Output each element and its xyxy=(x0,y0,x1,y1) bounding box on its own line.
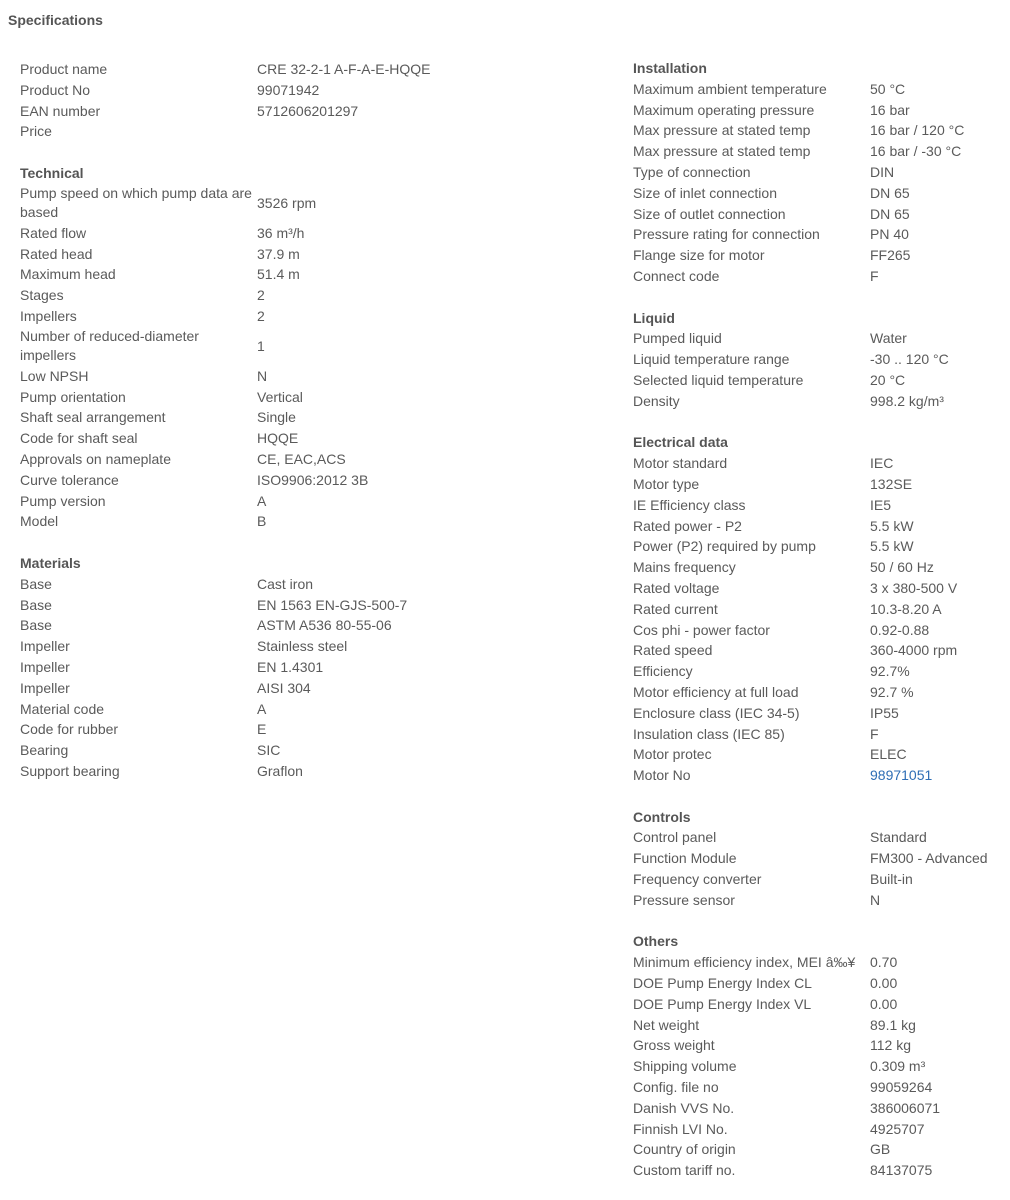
technical-table xyxy=(20,184,460,532)
materials-table xyxy=(20,574,460,782)
spec-value: 0.00 xyxy=(870,995,898,1012)
table-row xyxy=(20,387,460,408)
spec-label: Frequency converter xyxy=(633,871,762,888)
spec-label: Impeller xyxy=(20,658,70,675)
spec-label: Custom tariff no. xyxy=(633,1162,736,1179)
spec-label: Base xyxy=(20,575,52,592)
spec-label: Shipping volume xyxy=(633,1058,737,1075)
spec-value: 92.7% xyxy=(870,663,910,680)
spec-label: Motor type xyxy=(633,475,700,492)
table-row xyxy=(20,80,460,101)
spec-value: F xyxy=(870,267,879,284)
spec-value: Graflon xyxy=(257,762,303,779)
table-row xyxy=(20,366,460,387)
table-row xyxy=(633,620,1005,641)
spec-value: 16 bar / 120 °C xyxy=(870,122,965,139)
spec-value: EN 1.4301 xyxy=(257,658,324,675)
spec-label: Type of connection xyxy=(633,163,751,180)
table-row xyxy=(633,1160,1005,1181)
spec-label: Danish VVS No. xyxy=(633,1099,735,1116)
spec-label: Rated flow xyxy=(20,224,87,241)
spec-value: IE5 xyxy=(870,496,892,513)
spec-label: Pump speed on which pump data are based xyxy=(20,184,252,221)
table-row xyxy=(20,59,460,80)
table-row xyxy=(633,328,1005,349)
spec-label: Material code xyxy=(20,700,105,717)
spec-label: Motor No xyxy=(633,767,691,784)
spec-value: Water xyxy=(870,330,907,347)
table-row xyxy=(633,79,1005,100)
table-row xyxy=(633,453,1005,474)
table-row xyxy=(20,470,460,491)
spec-label: Motor protec xyxy=(633,746,712,763)
spec-value: 386006071 xyxy=(870,1099,941,1116)
spec-label: DOE Pump Energy Index CL xyxy=(633,975,812,992)
spec-label: EAN number xyxy=(20,102,101,119)
liquid-table xyxy=(633,328,1005,411)
spec-label: Price xyxy=(20,123,52,140)
table-row xyxy=(633,1119,1005,1140)
spec-label: Low NPSH xyxy=(20,367,89,384)
table-row xyxy=(633,141,1005,162)
spec-value: 0.309 m³ xyxy=(870,1058,926,1075)
table-row xyxy=(633,682,1005,703)
spec-value: DN 65 xyxy=(870,184,910,201)
table-row xyxy=(20,285,460,306)
spec-value: 5.5 kW xyxy=(870,517,914,534)
table-row xyxy=(633,349,1005,370)
technical-section xyxy=(20,163,460,532)
spec-value: A xyxy=(257,492,267,509)
spec-value: 0.00 xyxy=(870,975,898,992)
table-row xyxy=(633,474,1005,495)
spec-label: Pump orientation xyxy=(20,388,126,405)
table-row xyxy=(633,391,1005,412)
spec-label: Efficiency xyxy=(633,663,693,680)
section-title-liquid: Liquid xyxy=(633,309,675,326)
spec-label: Max pressure at stated temp xyxy=(633,122,811,139)
spec-value: A xyxy=(257,700,267,717)
table-row xyxy=(633,495,1005,516)
spec-value: 89.1 kg xyxy=(870,1016,916,1033)
table-row xyxy=(20,449,460,470)
spec-label: Rated power - P2 xyxy=(633,517,742,534)
table-row xyxy=(633,1077,1005,1098)
spec-value: 112 kg xyxy=(870,1037,911,1054)
spec-value: Built-in xyxy=(870,871,913,888)
table-row xyxy=(633,1056,1005,1077)
spec-label: Liquid temperature range xyxy=(633,351,790,368)
spec-value: B xyxy=(257,513,267,530)
spec-value: ELEC xyxy=(870,746,907,763)
spec-value: SIC xyxy=(257,742,281,759)
spec-label: Rated speed xyxy=(633,642,713,659)
table-row xyxy=(633,1035,1005,1056)
spec-label: Code for rubber xyxy=(20,721,119,738)
spec-value: Standard xyxy=(870,829,927,846)
table-row xyxy=(20,101,460,122)
spec-label: Size of inlet connection xyxy=(633,184,777,201)
spec-label: Product No xyxy=(20,81,91,98)
section-title-others: Others xyxy=(633,933,679,950)
spec-label: Maximum ambient temperature xyxy=(633,80,827,97)
spec-label: Impeller xyxy=(20,679,70,696)
table-row xyxy=(20,657,460,678)
table-row xyxy=(633,266,1005,287)
installation-section xyxy=(633,58,1005,287)
spec-label: Function Module xyxy=(633,850,737,867)
spec-label: Code for shaft seal xyxy=(20,430,138,447)
spec-value: 0.92-0.88 xyxy=(870,621,930,638)
spec-label: Impeller xyxy=(20,638,70,655)
spec-value: CRE 32-2-1 A-F-A-E-HQQE xyxy=(257,61,431,77)
table-row xyxy=(20,327,460,366)
spec-label: Connect code xyxy=(633,267,720,284)
table-row xyxy=(633,703,1005,724)
table-row xyxy=(20,761,460,782)
table-row xyxy=(633,370,1005,391)
table-row xyxy=(633,120,1005,141)
spec-label: Maximum head xyxy=(20,266,116,283)
spec-label: IE Efficiency class xyxy=(633,496,746,513)
spec-value: 16 bar xyxy=(870,101,910,118)
spec-label: Cos phi - power factor xyxy=(633,621,770,638)
table-row xyxy=(633,973,1005,994)
spec-label: Net weight xyxy=(633,1016,700,1033)
spec-value xyxy=(257,121,460,142)
table-row xyxy=(633,516,1005,537)
spec-value: 0.70 xyxy=(870,954,898,971)
table-row xyxy=(20,264,460,285)
spec-label: Shaft seal arrangement xyxy=(20,409,166,426)
table-row xyxy=(633,1139,1005,1160)
table-row xyxy=(633,765,1005,786)
table-row xyxy=(633,1098,1005,1119)
spec-label: Maximum operating pressure xyxy=(633,101,815,118)
spec-value: AISI 304 xyxy=(257,679,311,696)
table-row xyxy=(20,306,460,327)
table-row xyxy=(633,744,1005,765)
spec-label: Pressure rating for connection xyxy=(633,226,820,243)
others-table xyxy=(633,952,1005,1181)
table-row xyxy=(20,615,460,636)
spec-value: 37.9 m xyxy=(257,245,300,262)
spec-label: Minimum efficiency index, MEI â‰¥ xyxy=(633,954,856,971)
spec-value: 5.5 kW xyxy=(870,538,914,555)
spec-label: Size of outlet connection xyxy=(633,205,786,222)
table-row xyxy=(633,952,1005,973)
spec-value: 998.2 kg/m³ xyxy=(870,392,944,409)
spec-value: 51.4 m xyxy=(257,266,300,283)
table-row xyxy=(633,245,1005,266)
spec-label: Config. file no xyxy=(633,1079,719,1096)
table-row xyxy=(633,994,1005,1015)
table-row xyxy=(633,100,1005,121)
spec-label: Max pressure at stated temp xyxy=(633,143,811,160)
spec-label: Rated head xyxy=(20,245,93,262)
spec-label: Model xyxy=(20,513,59,530)
section-title-materials: Materials xyxy=(20,554,81,571)
spec-value: 84137075 xyxy=(870,1162,933,1179)
spec-label: Selected liquid temperature xyxy=(633,371,804,388)
table-row xyxy=(20,184,460,223)
spec-value: N xyxy=(870,891,881,908)
spec-value: DN 65 xyxy=(870,205,910,222)
spec-label: Support bearing xyxy=(20,762,120,779)
section-title-technical: Technical xyxy=(20,164,84,181)
spec-value: N xyxy=(257,367,268,384)
spec-label: Rated voltage xyxy=(633,579,720,596)
spec-value xyxy=(870,765,1005,786)
spec-value: 36 m³/h xyxy=(257,224,305,241)
spec-label: Pump version xyxy=(20,492,106,509)
spec-label: Product name xyxy=(20,61,108,77)
spec-value: -30 .. 120 °C xyxy=(870,351,949,368)
spec-label: Country of origin xyxy=(633,1141,736,1158)
spec-value: 2 xyxy=(257,307,265,324)
page-title: Specifications xyxy=(8,12,103,28)
spec-label: Bearing xyxy=(20,742,69,759)
electrical-section xyxy=(633,432,1005,786)
table-row xyxy=(633,661,1005,682)
table-row xyxy=(633,578,1005,599)
spec-label: Control panel xyxy=(633,829,717,846)
table-row xyxy=(633,599,1005,620)
spec-value: Vertical xyxy=(257,388,303,405)
table-row xyxy=(633,224,1005,245)
controls-table xyxy=(633,827,1005,910)
spec-value: 360-4000 rpm xyxy=(870,642,958,659)
spec-value: 99071942 xyxy=(257,81,320,98)
spec-value: GB xyxy=(870,1141,891,1158)
section-title-electrical: Electrical data xyxy=(633,434,728,451)
spec-value: 16 bar / -30 °C xyxy=(870,143,962,160)
spec-value: Cast iron xyxy=(257,575,314,592)
spec-value: 5712606201297 xyxy=(257,102,359,119)
spec-value: ASTM A536 80-55-06 xyxy=(257,617,392,634)
specs-left-column xyxy=(20,59,460,782)
table-row xyxy=(20,428,460,449)
table-row xyxy=(633,848,1005,869)
spec-label: DOE Pump Energy Index VL xyxy=(633,995,812,1012)
table-row xyxy=(20,491,460,512)
spec-value: 2 xyxy=(257,287,265,304)
materials-section xyxy=(20,553,460,782)
table-row xyxy=(20,678,460,699)
table-row xyxy=(633,557,1005,578)
spec-label: Impellers xyxy=(20,307,77,324)
spec-label: Approvals on nameplate xyxy=(20,450,171,467)
spec-value: 3 x 380-500 V xyxy=(870,579,958,596)
spec-label: Motor efficiency at full load xyxy=(633,683,799,700)
spec-value: 50 / 60 Hz xyxy=(870,559,934,576)
section-title-controls: Controls xyxy=(633,808,691,825)
table-row xyxy=(633,204,1005,225)
spec-value: FF265 xyxy=(870,247,911,264)
spec-label: Pumped liquid xyxy=(633,330,722,347)
table-row xyxy=(633,162,1005,183)
installation-table xyxy=(633,79,1005,287)
spec-value: E xyxy=(257,721,267,738)
section-title-installation: Installation xyxy=(633,60,707,76)
spec-value: DIN xyxy=(870,163,895,180)
spec-value: CE, EAC,ACS xyxy=(257,450,346,467)
electrical-table xyxy=(633,453,1005,786)
specs-right-column xyxy=(633,58,1005,1181)
spec-label: Insulation class (IEC 85) xyxy=(633,725,785,742)
spec-label: Pressure sensor xyxy=(633,891,735,908)
spec-label: Gross weight xyxy=(633,1037,715,1054)
spec-value: IEC xyxy=(870,455,894,472)
table-row xyxy=(633,536,1005,557)
others-section xyxy=(633,931,1005,1181)
spec-value: F xyxy=(870,725,879,742)
spec-label: Curve tolerance xyxy=(20,471,119,488)
spec-value: 10.3-8.20 A xyxy=(870,600,942,617)
table-row xyxy=(20,719,460,740)
spec-value: 50 °C xyxy=(870,80,906,97)
table-row xyxy=(633,1015,1005,1036)
table-row xyxy=(633,827,1005,848)
spec-value: 132SE xyxy=(870,475,913,492)
spec-label: Number of reduced-diameter impellers xyxy=(20,327,199,364)
table-row xyxy=(633,640,1005,661)
general-table xyxy=(20,59,460,142)
table-row xyxy=(20,121,460,142)
spec-value: Stainless steel xyxy=(257,638,348,655)
spec-value: EN 1563 EN-GJS-500-7 xyxy=(257,596,408,613)
table-row xyxy=(20,244,460,265)
spec-label: Finnish LVI No. xyxy=(633,1120,728,1137)
table-row xyxy=(20,223,460,244)
table-row xyxy=(633,890,1005,911)
spec-label: Base xyxy=(20,617,52,634)
table-row xyxy=(20,574,460,595)
spec-value: ISO9906:2012 3B xyxy=(257,471,369,488)
spec-label: Density xyxy=(633,392,680,409)
controls-section xyxy=(633,807,1005,911)
spec-value: HQQE xyxy=(257,430,299,447)
spec-label: Motor standard xyxy=(633,455,728,472)
spec-value: Single xyxy=(257,409,296,426)
table-row xyxy=(20,699,460,720)
spec-label: Rated current xyxy=(633,600,718,617)
spec-label: Flange size for motor xyxy=(633,247,765,264)
spec-value: 99059264 xyxy=(870,1079,933,1096)
spec-label: Base xyxy=(20,596,52,613)
table-row xyxy=(20,511,460,532)
table-row xyxy=(633,724,1005,745)
table-row xyxy=(20,407,460,428)
spec-value: FM300 - Advanced xyxy=(870,850,988,867)
spec-value: 20 °C xyxy=(870,371,906,388)
spec-value: 4925707 xyxy=(870,1120,925,1137)
table-row xyxy=(20,740,460,761)
spec-label: Stages xyxy=(20,287,64,304)
liquid-section xyxy=(633,308,1005,412)
spec-value: 1 xyxy=(257,337,265,354)
spec-value: 3526 rpm xyxy=(257,194,317,211)
table-row xyxy=(20,595,460,616)
table-row xyxy=(633,869,1005,890)
spec-label: Power (P2) required by pump xyxy=(633,538,816,555)
spec-value: 92.7 % xyxy=(870,683,914,700)
table-row xyxy=(20,636,460,657)
table-row xyxy=(633,183,1005,204)
motor-no-link[interactable]: 98971051 xyxy=(870,767,933,784)
spec-value: PN 40 xyxy=(870,226,909,243)
spec-label: Enclosure class (IEC 34-5) xyxy=(633,704,800,721)
spec-value: IP55 xyxy=(870,704,899,721)
spec-label: Mains frequency xyxy=(633,559,736,576)
